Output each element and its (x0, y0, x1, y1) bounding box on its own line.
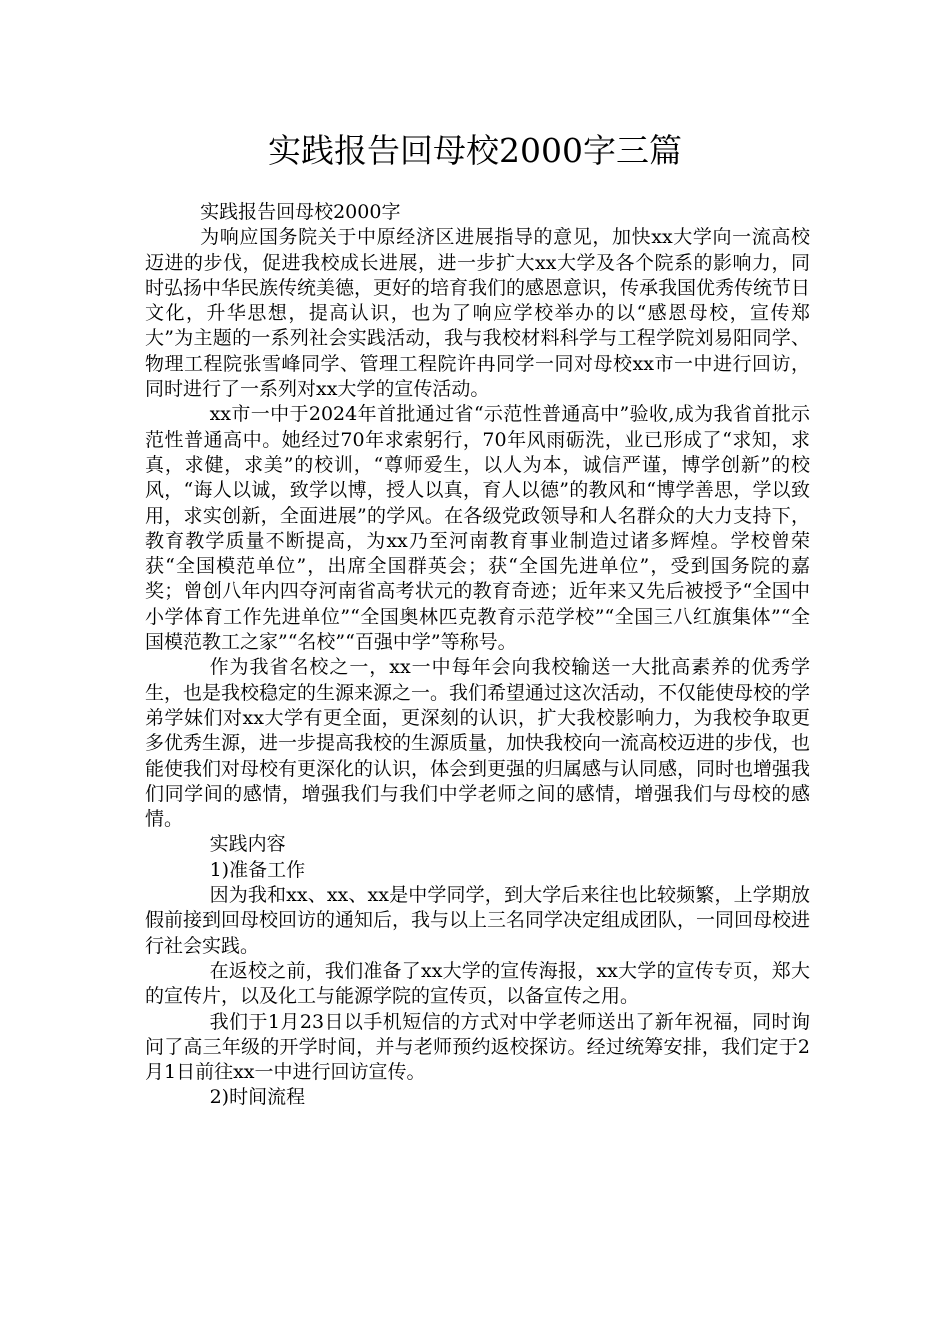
body-paragraph: 为响应国务院关于中原经济区进展指导的意见，加快xx大学向一流高校迈进的步伐，促进我校成长进展，进一步扩大xx大学及各个院系的影响力，同时弘扬中华民族传统美德，更好的培育我们的感恩意识，传承我国优秀传统节日文化，升华思想，提高认识，也为了响应学校举办的以“感恩母校，宣传郑大”为主题的一系列社会实践活动，我与我校材料科学与工程学院刘易阳同学、物理工程院张雪峰同学、管理工程院许冉同学一同对母校xx市一中进行回访，同时进行了一系列对xx大学的宣传活动。 (145, 226, 811, 401)
body-paragraph: 因为我和xx、xx、xx是中学同学，到大学后来往也比较频繁，上学期放假前接到回母校回访的通知后，我与以上三名同学决定组成团队，一同回母校进行社会实践。 (145, 884, 811, 957)
body-paragraph: 作为我省名校之一，xx一中每年会向我校输送一大批高素养的优秀学生，也是我校稳定的生源来源之一。我们希望通过这次活动，不仅能使母校的学弟学妹们对xx大学有更全面，更深刻的认识，扩大我校影响力，为我校争取更多优秀生源，进一步提高我校的生源质量，加快我校向一流高校迈进的步伐，也能使我们对母校有更深化的认识，体会到更强的归属感与认同感，同时也增强我们同学间的感情，增强我们与我们中学老师之间的感情，增强我们与母校的感情。 (145, 656, 811, 831)
body-paragraph: xx市一中于2024年首批通过省“示范性普通高中”验收,成为我省首批示范性普通高中。她经过70年求索躬行，70年风雨砺洗，业已形成了“求知，求真，求健，求美”的校训，“尊师爱生，以人为本，诚信严谨，博学创新”的校风，“诲人以诚，致学以博，授人以真，育人以德”的教风和“博学善思，学以致用，求实创新，全面进展”的学风。在各级党政领导和人名群众的大力支持下，教育教学质量不断提高，为xx乃至河南教育事业制造过诸多辉煌。学校曾荣获“全国模范单位”，出席全国群英会；获“全国先进单位”，受到国务院的嘉奖；曾创八年内四夺河南省高考状元的教育奇迹；近年来又先后被授予“全国中小学体育工作先进单位”“全国奥林匹克教育示范学校”“全国三八红旗集体”“全国模范教工之家”“名校”“百强中学”等称号。 (145, 403, 810, 654)
body-paragraph: 我们于1月23日以手机短信的方式对中学老师送出了新年祝福，同时询问了高三年级的开学时间，并与老师预约返校探访。经过统筹安排，我们定于2月1日前往xx一中进行回访宣传。 (145, 1010, 810, 1084)
document-body (145, 200, 810, 1111)
section-heading: 实践报告回母校2000字 (200, 201, 401, 223)
section-heading: 2)时间流程 (209, 1086, 306, 1109)
section-heading: 实践内容 (209, 833, 286, 856)
section-heading: 1)准备工作 (209, 858, 306, 881)
body-paragraph: 在返校之前，我们准备了xx大学的宣传海报，xx大学的宣传专页，郑大的宣传片，以及化工与能源学院的宣传页，以备宣传之用。 (145, 959, 810, 1008)
document-title: 实践报告回母校2000字三篇 (268, 131, 682, 170)
